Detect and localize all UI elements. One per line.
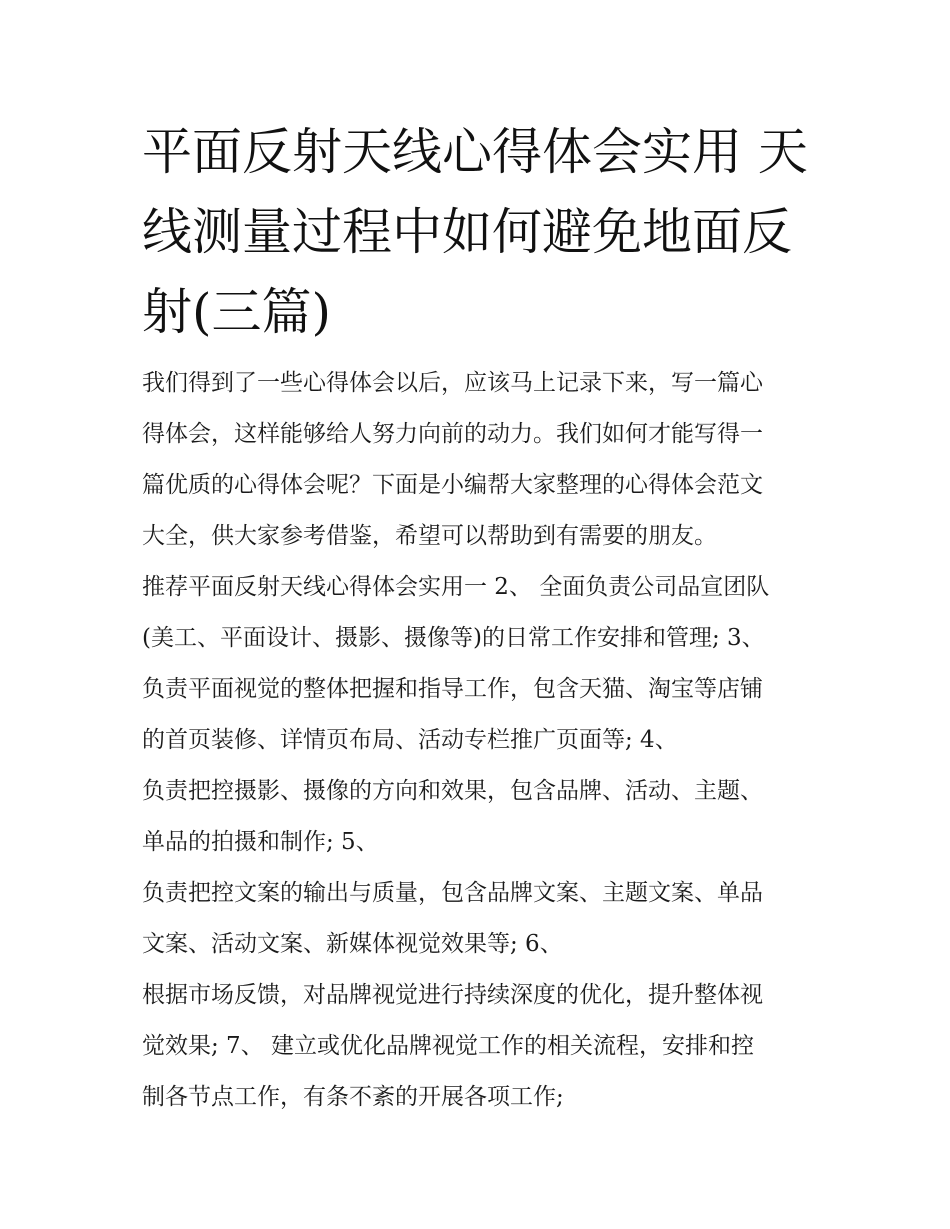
body-paragraph xyxy=(142,562,814,1123)
intro-paragraph xyxy=(142,358,814,562)
text-line: 大全，供大家参考借鉴，希望可以帮助到有需要的朋友。 xyxy=(142,523,717,549)
text-line: 根据市场反馈，对品牌视觉进行持续深度的优化，提升整体视 xyxy=(142,982,763,1008)
title-line: 平面反射天线心得体会实用 天 xyxy=(142,123,808,181)
text-line: 制各节点工作，有条不紊的开展各项工作; xyxy=(142,1084,564,1110)
text-line: 负责把控摄影、摄像的方向和效果，包含品牌、活动、主题、 xyxy=(142,778,763,804)
text-line: (美工、平面设计、摄影、摄像等)的日常工作安排和管理; 3、 xyxy=(142,625,765,651)
text-line: 负责把控文案的输出与质量，包含品牌文案、主题文案、单品 xyxy=(142,880,763,906)
text-line: 单品的拍摄和制作; 5、 xyxy=(142,829,379,855)
text-line: 觉效果; 7、 建立或优化品牌视觉工作的相关流程，安排和控 xyxy=(142,1033,755,1059)
document-content xyxy=(142,112,814,1123)
text-line: 文案、活动文案、新媒体视觉效果等; 6、 xyxy=(142,931,563,957)
text-line: 推荐平面反射天线心得体会实用一 2、 全面负责公司品宣团队 xyxy=(142,574,770,600)
text-line: 的首页装修、详情页布局、活动专栏推广页面等; 4、 xyxy=(142,727,678,753)
text-line: 负责平面视觉的整体把握和指导工作，包含天猫、淘宝等店铺 xyxy=(142,676,763,702)
text-line: 我们得到了一些心得体会以后，应该马上记录下来，写一篇心 xyxy=(142,370,763,396)
text-line: 得体会，这样能够给人努力向前的动力。我们如何才能写得一 xyxy=(142,421,763,447)
text-line: 篇优质的心得体会呢？下面是小编帮大家整理的心得体会范文 xyxy=(142,472,763,498)
page-title xyxy=(142,112,814,352)
title-line: 线测量过程中如何避免地面反 xyxy=(142,203,792,261)
title-line: 射(三篇) xyxy=(142,283,332,341)
